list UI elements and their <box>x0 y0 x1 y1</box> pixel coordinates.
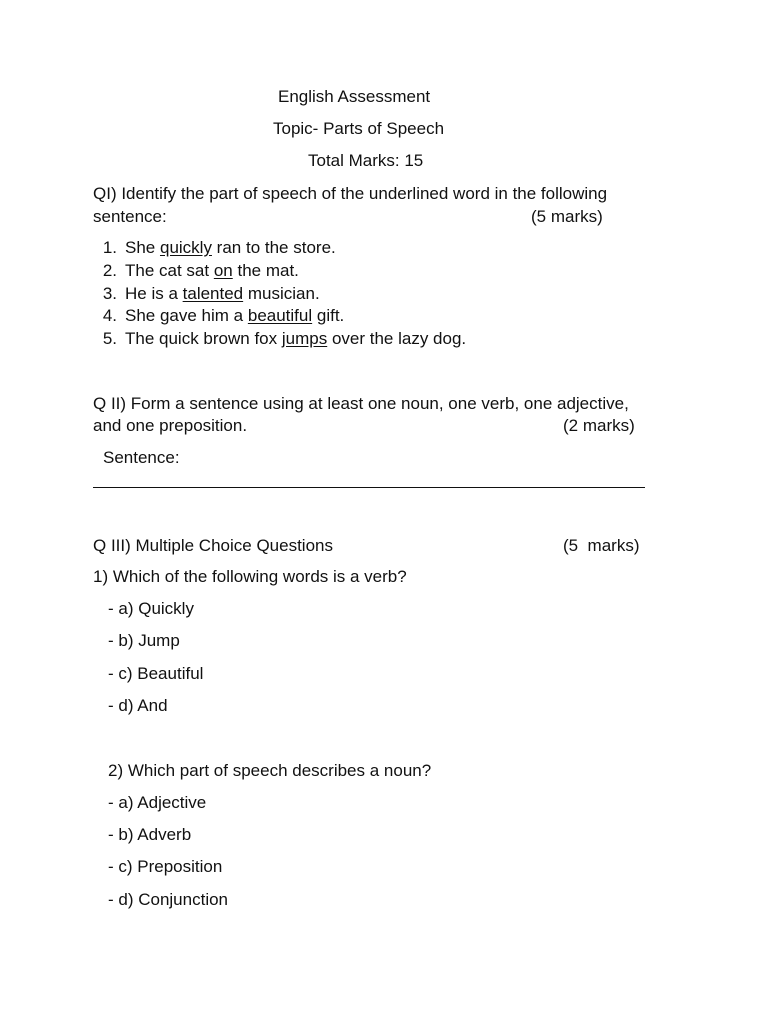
underlined-word: quickly <box>159 238 212 257</box>
mcq-question-2: 2) Which part of speech describes a noun? <box>108 761 432 780</box>
sentence-text: The cat sat <box>125 261 214 280</box>
list-item <box>95 284 320 304</box>
q2-marks: (2 marks) <box>563 416 635 435</box>
list-number: 2. <box>102 261 117 280</box>
sentence-text: She gave him a <box>125 306 248 325</box>
list-number: 3. <box>102 284 117 303</box>
underlined-word: talented <box>182 284 244 303</box>
q1-prompt-line2: sentence: <box>93 207 167 226</box>
q2-prompt-line1: Q II) Form a sentence using at least one noun, one verb, one adjective, <box>93 394 629 413</box>
list-number: 1. <box>102 238 117 257</box>
sentence-label: Sentence: <box>103 448 180 467</box>
q1-marks: (5 marks) <box>531 207 603 226</box>
sentence-text: The quick brown fox <box>125 329 282 348</box>
topic-heading: Topic- Parts of Speech <box>273 119 445 138</box>
mcq-option: - c) Beautiful <box>108 664 204 683</box>
mcq-question-1: 1) Which of the following words is a verb? <box>93 567 407 586</box>
sentence-text: musician. <box>243 284 320 303</box>
q3-marks: (5 marks) <box>563 536 640 555</box>
answer-line[interactable] <box>93 487 645 488</box>
sentence-text: She <box>125 238 160 257</box>
list-item <box>95 238 336 258</box>
sentence-text: over the lazy dog. <box>327 329 467 348</box>
list-number: 4. <box>102 306 117 325</box>
q1-prompt-line1: QI) Identify the part of speech of the underlined word in the following <box>93 184 608 203</box>
list-number: 5. <box>102 329 117 348</box>
underlined-word: beautiful <box>247 306 313 325</box>
mcq-option: - a) Adjective <box>108 793 207 812</box>
sentence-text: the mat. <box>232 261 299 280</box>
page-title: English Assessment <box>278 87 431 106</box>
mcq-option: - b) Jump <box>108 631 180 650</box>
q2-prompt-line2: and one preposition. <box>93 416 248 435</box>
mcq-option: - b) Adverb <box>108 825 192 844</box>
underlined-word: on <box>213 261 233 280</box>
list-item <box>95 306 344 326</box>
mcq-option: - d) And <box>108 696 168 715</box>
sentence-text: ran to the store. <box>211 238 336 257</box>
mcq-option: - a) Quickly <box>108 599 194 618</box>
list-item <box>95 329 466 349</box>
sentence-text: gift. <box>312 306 345 325</box>
mcq-option: - d) Conjunction <box>108 890 229 909</box>
total-marks: Total Marks: 15 <box>308 151 424 170</box>
list-item <box>95 261 299 281</box>
underlined-word: jumps <box>281 329 328 348</box>
mcq-option: - c) Preposition <box>108 857 223 876</box>
q3-title: Q III) Multiple Choice Questions <box>93 536 333 555</box>
sentence-text: He is a <box>125 284 183 303</box>
